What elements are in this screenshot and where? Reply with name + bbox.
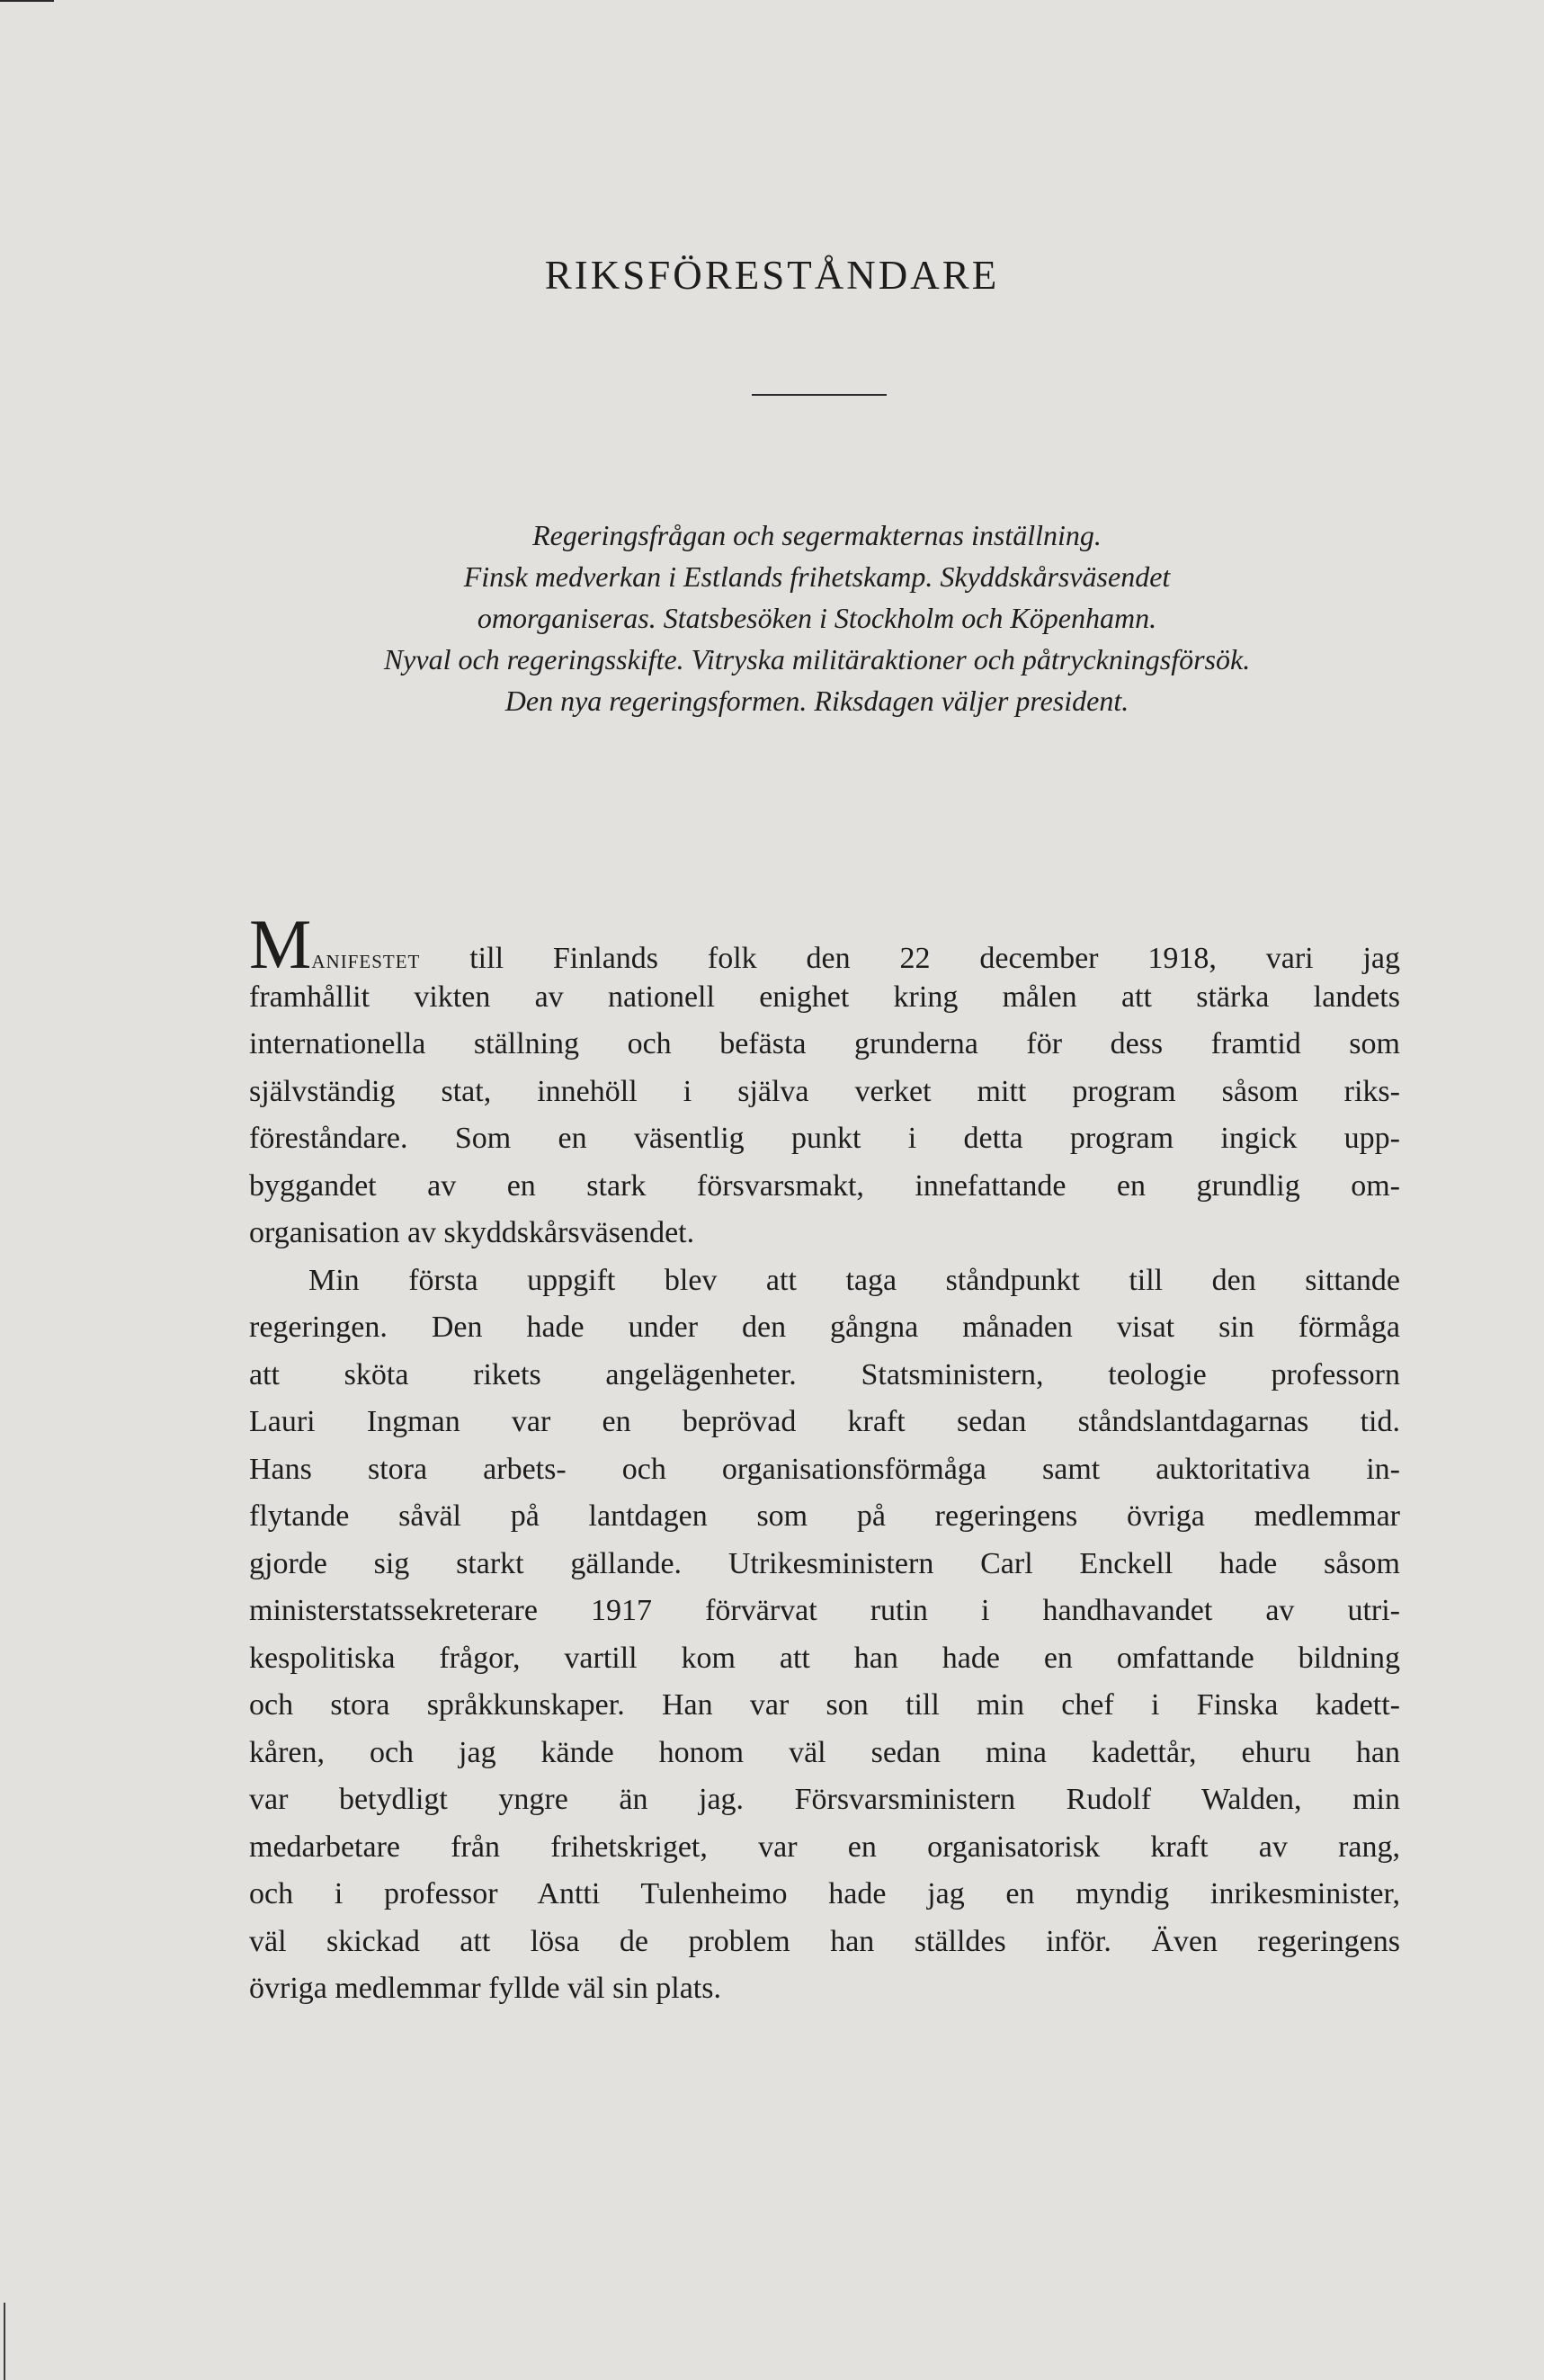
body-line: regeringen. Den hade under den gångna månaden visat sin förmåga <box>249 1311 1400 1344</box>
synopsis-line: omorganiseras. Statsbesöken i Stockholm och Köpenhamn. <box>477 602 1157 634</box>
body-line: och stora språkkunskaper. Han var son till min chef i Finska kadett- <box>249 1688 1400 1722</box>
body-line: medarbetare från frihetskriget, var en organisatorisk kraft av rang, <box>249 1830 1400 1864</box>
body-line: gjorde sig starkt gällande. Utrikesministern Carl Enckell hade såsom <box>249 1546 1400 1580</box>
chapter-synopsis <box>270 514 1364 721</box>
scan-corner-mark <box>0 0 54 2</box>
body-line: självständig stat, innehöll i själva verket mitt program såsom riks- <box>249 1074 1400 1108</box>
first-word-smallcaps: anifestet <box>311 944 421 974</box>
body-line: Min första uppgift blev att taga ståndpunkt till den sittande <box>308 1263 1400 1297</box>
drop-cap: M <box>249 905 312 983</box>
body-line: Lauri Ingman var en beprövad kraft sedan ståndslantdagarnas tid. <box>249 1405 1400 1438</box>
body-line: väl skickad att lösa de problem han ställdes inför. Även regeringens <box>249 1924 1400 1958</box>
body-line: internationella ställning och befästa grunderna för dess framtid som <box>249 1027 1400 1060</box>
body-line: var betydligt yngre än jag. Försvarsministern Rudolf Walden, min <box>249 1783 1400 1816</box>
body-line: att sköta rikets angelägenheter. Statsministern, teologie professorn <box>249 1357 1400 1391</box>
synopsis-line: Finsk medverkan i Estlands frihetskamp. Skyddskårsväsendet <box>463 560 1171 593</box>
body-line: framhållit vikten av nationell enighet kring målen att stärka landets <box>249 980 1400 1014</box>
body-line: byggandet av en stark försvarsmakt, innefattande en grundlig om- <box>249 1168 1400 1203</box>
body-line: ministerstatssekreterare 1917 förvärvat rutin i handhavandet av utri- <box>249 1594 1400 1627</box>
synopsis-line: Regeringsfrågan och segermakternas inställning. <box>532 519 1102 551</box>
scan-edge-mark <box>4 2303 5 2380</box>
body-line-first <box>249 905 1401 983</box>
body-line: och i professor Antti Tulenheimo hade jag en myndig inrikesminister, <box>249 1877 1400 1910</box>
title-divider <box>752 394 887 396</box>
body-text <box>249 905 1401 2013</box>
synopsis-line: Den nya regeringsformen. Riksdagen väljer president. <box>504 684 1129 717</box>
chapter-title: RIKSFÖRESTÅNDARE <box>544 253 1000 298</box>
body-line: Hans stora arbets- och organisationsförmåga samt auktoritativa in- <box>249 1452 1400 1486</box>
body-line: kespolitiska frågor, vartill kom att han hade en omfattande bildning <box>249 1641 1400 1675</box>
first-line-text: till Finlands folk den 22 december 1918, vari jag <box>469 942 1401 975</box>
body-line: flytande såväl på lantdagen som på regeringens övriga medlemmar <box>249 1499 1400 1533</box>
body-line: övriga medlemmar fyllde väl sin plats. <box>249 1972 721 2005</box>
body-line: föreståndare. Som en väsentlig punkt i detta program ingick upp- <box>249 1122 1400 1155</box>
body-line: kåren, och jag kände honom väl sedan mina kadettår, ehuru han <box>249 1735 1400 1769</box>
synopsis-line: Nyval och regeringsskifte. Vitryska militäraktioner och påtryckningsförsök. <box>383 643 1251 676</box>
body-line: organisation av skyddskårsväsendet. <box>249 1216 695 1249</box>
